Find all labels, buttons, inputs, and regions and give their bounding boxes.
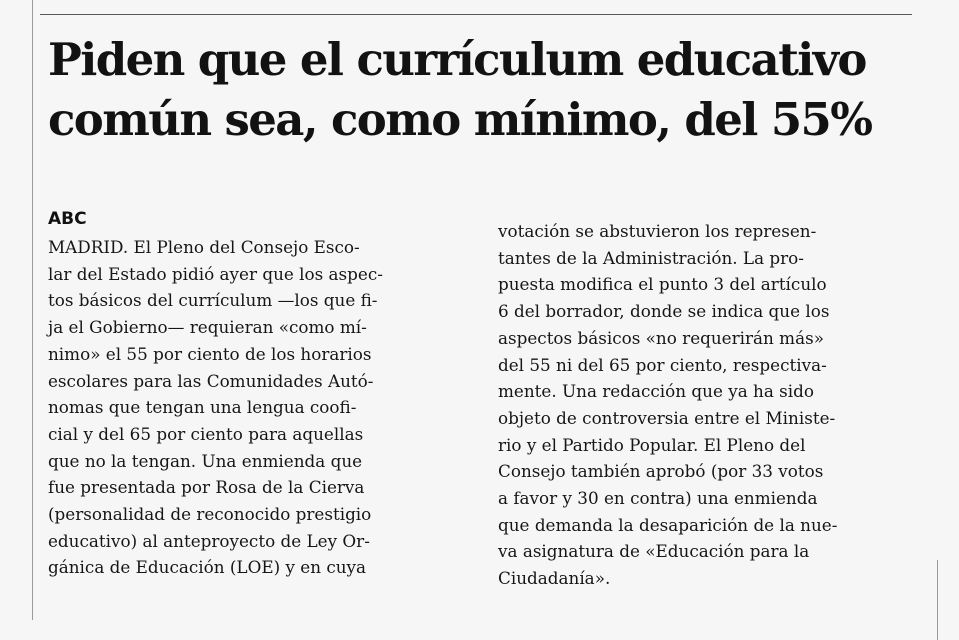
text-line: que no la tengan. Una enmienda que xyxy=(48,450,363,471)
text-line: (personalidad de reconocido prestigio xyxy=(48,504,372,525)
text-line: votación se abstuvieron los represen- xyxy=(498,221,817,241)
text-line: lar del Estado pidió ayer que los aspec- xyxy=(48,263,383,284)
headline-line: Piden que el currículum educativo xyxy=(48,33,866,86)
text-line: Ciudadanía». xyxy=(498,568,611,589)
text-line: va asignatura de «Educación para la xyxy=(498,541,810,562)
text-line: mente. Una redacción que ya ha sido xyxy=(498,381,815,402)
article-column-right xyxy=(498,218,918,592)
text-line: tos básicos del currículum —los que fi- xyxy=(48,290,378,311)
text-line: nimo» el 55 por ciento de los horarios xyxy=(48,343,372,364)
text-line: gánica de Educación (LOE) y en cuya xyxy=(48,557,367,578)
top-rule xyxy=(40,14,912,15)
headline xyxy=(48,30,928,150)
headline-line: común sea, como mínimo, del 55% xyxy=(48,93,872,146)
text-line: del 55 ni del 65 por ciento, respectiva- xyxy=(498,354,827,375)
text-line: ja el Gobierno— requieran «como mí- xyxy=(48,317,367,338)
text-line: aspectos básicos «no requerirán más» xyxy=(498,327,824,348)
text-line: objeto de controversia entre el Ministe- xyxy=(498,407,836,428)
text-line: 6 del borrador, donde se indica que los xyxy=(498,301,830,322)
article-column-left xyxy=(48,234,468,581)
text-line: nomas que tengan una lengua coofi- xyxy=(48,397,357,418)
text-line: que demanda la desaparición de la nue- xyxy=(498,514,838,535)
text-line: puesta modifica el punto 3 del artículo xyxy=(498,274,827,295)
text-line: educativo) al anteproyecto de Ley Or- xyxy=(48,530,370,551)
text-line: tantes de la Administración. La pro- xyxy=(498,247,804,268)
text-line: escolares para las Comunidades Autó- xyxy=(48,370,374,391)
text-line: fue presentada por Rosa de la Cierva xyxy=(48,477,365,498)
byline: ABC xyxy=(48,209,87,229)
text-line: a favor y 30 en contra) una enmienda xyxy=(498,488,818,509)
clipping-left-edge xyxy=(32,0,33,620)
text-line: Consejo también aprobó (por 33 votos xyxy=(498,461,824,482)
text-line: MADRID. El Pleno del Consejo Esco- xyxy=(48,237,360,257)
clipping-right-edge xyxy=(937,560,938,640)
text-line: rio y el Partido Popular. El Pleno del xyxy=(498,434,806,455)
text-line: cial y del 65 por ciento para aquellas xyxy=(48,423,364,444)
